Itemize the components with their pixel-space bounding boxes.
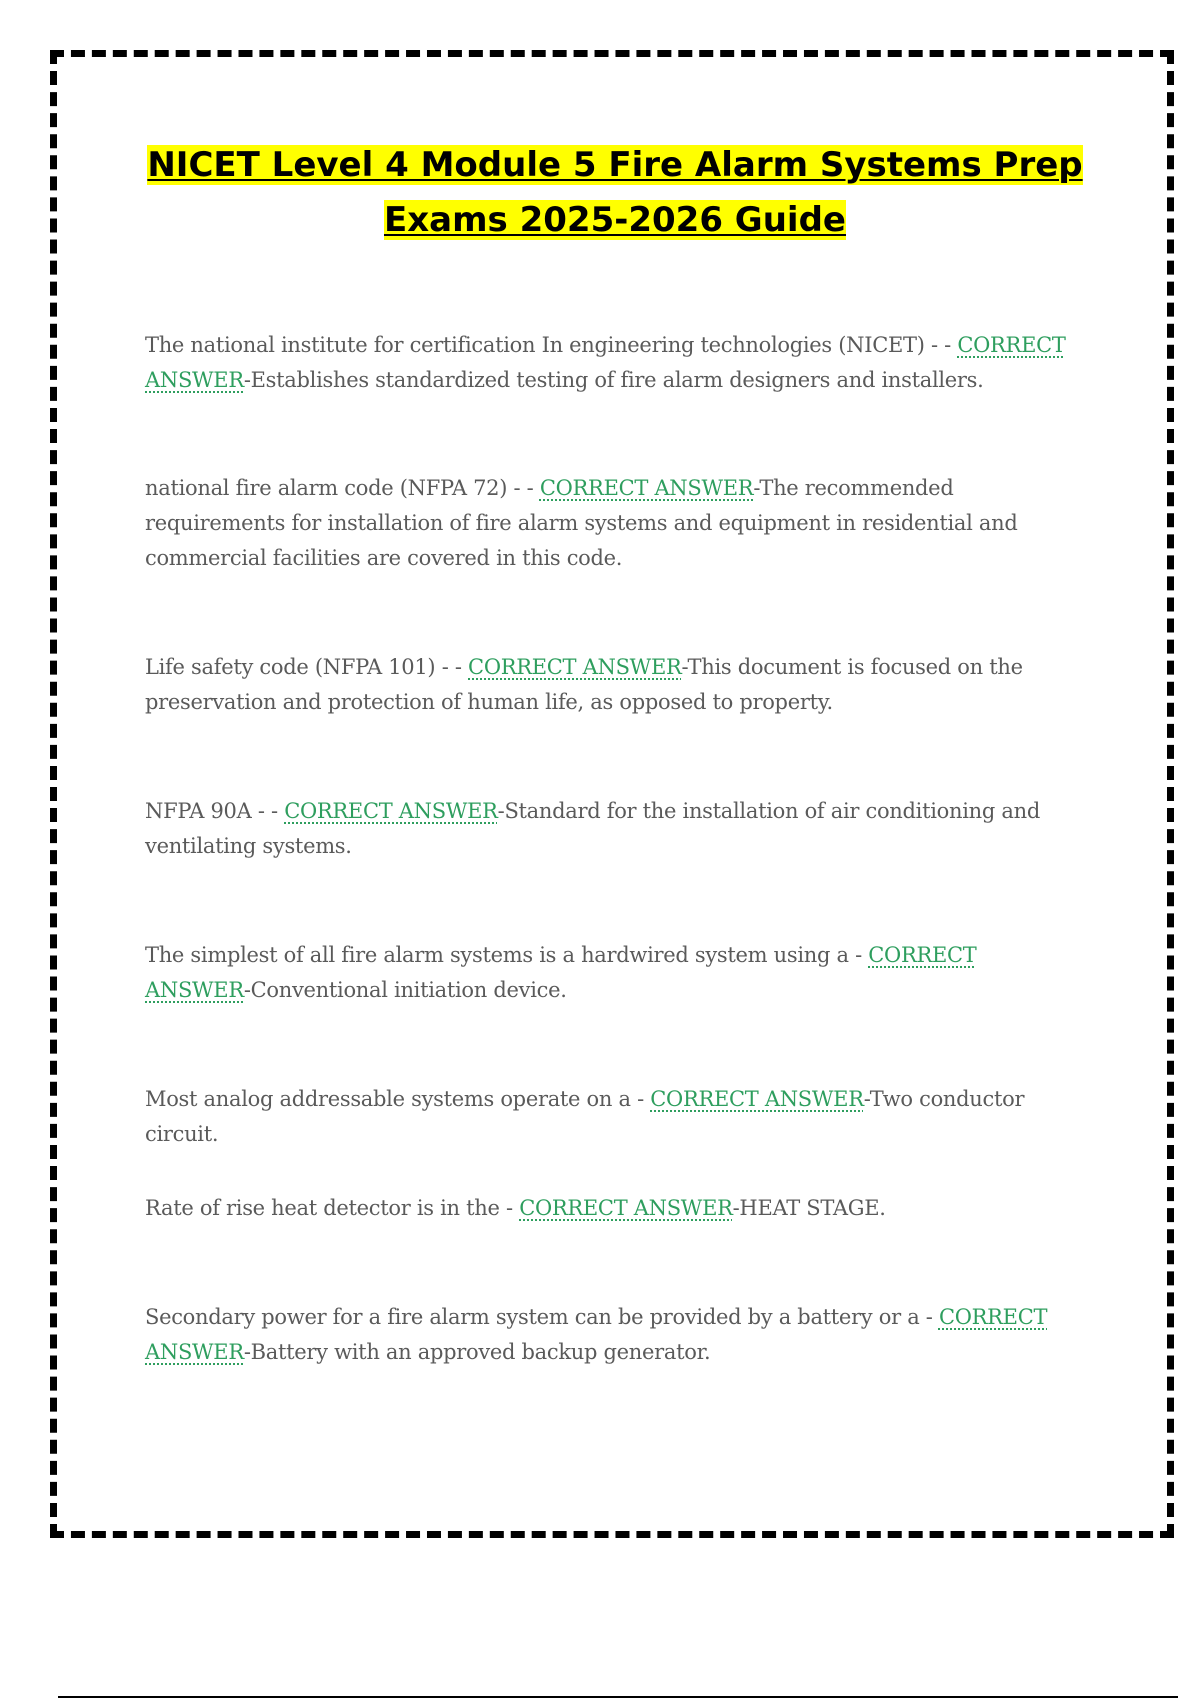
qa-entry (145, 650, 1075, 720)
answer-text: -Battery with an approved backup generator. (243, 1340, 711, 1364)
answer-text: -The recommended requirements for installation of fire alarm systems and equipment in residential and commercial facilities are covered in this code. (145, 476, 1018, 570)
qa-entry (145, 471, 1075, 576)
qa-entry (145, 1082, 1075, 1152)
qa-entry (145, 1300, 1075, 1370)
correct-answer-tag: CORRECT ANSWER (145, 1305, 1048, 1364)
qa-entry (145, 328, 1075, 398)
answer-text: -Standard for the installation of air conditioning and ventilating systems. (145, 799, 1040, 858)
correct-answer-tag: CORRECT ANSWER (145, 943, 977, 1002)
document-title: NICET Level 4 Module 5 Fire Alarm Systems Prep Exams 2025-2026 Guide (147, 145, 1083, 240)
correct-answer-tag: CORRECT ANSWER (145, 333, 1066, 392)
correct-answer-tag: CORRECT ANSWER (468, 655, 682, 679)
answer-text: -Two conductor circuit. (145, 1087, 1025, 1146)
question-text: The national institute for certification In engineering technologies (NICET) - - (145, 333, 958, 357)
question-text: Rate of rise heat detector is in the - (145, 1196, 520, 1220)
answer-text: -This document is focused on the preservation and protection of human life, as opposed to property. (145, 655, 1023, 714)
bottom-rule (58, 1696, 1178, 1698)
correct-answer-tag: CORRECT ANSWER (519, 1196, 733, 1220)
qa-entry (145, 1191, 1075, 1226)
answer-text: -Establishes standardized testing of fire alarm designers and installers. (243, 368, 984, 392)
answer-text: -Conventional initiation device. (243, 978, 567, 1002)
qa-entry (145, 938, 1075, 1008)
answer-text: -HEAT STAGE. (732, 1196, 886, 1220)
question-text: The simplest of all fire alarm systems is a hardwired system using a - (145, 943, 869, 967)
title-block (100, 138, 1130, 248)
question-text: Life safety code (NFPA 101) - - (145, 655, 469, 679)
correct-answer-tag: CORRECT ANSWER (284, 799, 498, 823)
qa-entry (145, 794, 1075, 864)
question-text: Secondary power for a fire alarm system can be provided by a battery or a - (145, 1305, 939, 1329)
question-text: Most analog addressable systems operate on a - (145, 1087, 651, 1111)
question-text: national fire alarm code (NFPA 72) - - (145, 476, 540, 500)
question-text: NFPA 90A - - (145, 799, 285, 823)
correct-answer-tag: CORRECT ANSWER (539, 476, 754, 500)
correct-answer-tag: CORRECT ANSWER (650, 1087, 864, 1111)
